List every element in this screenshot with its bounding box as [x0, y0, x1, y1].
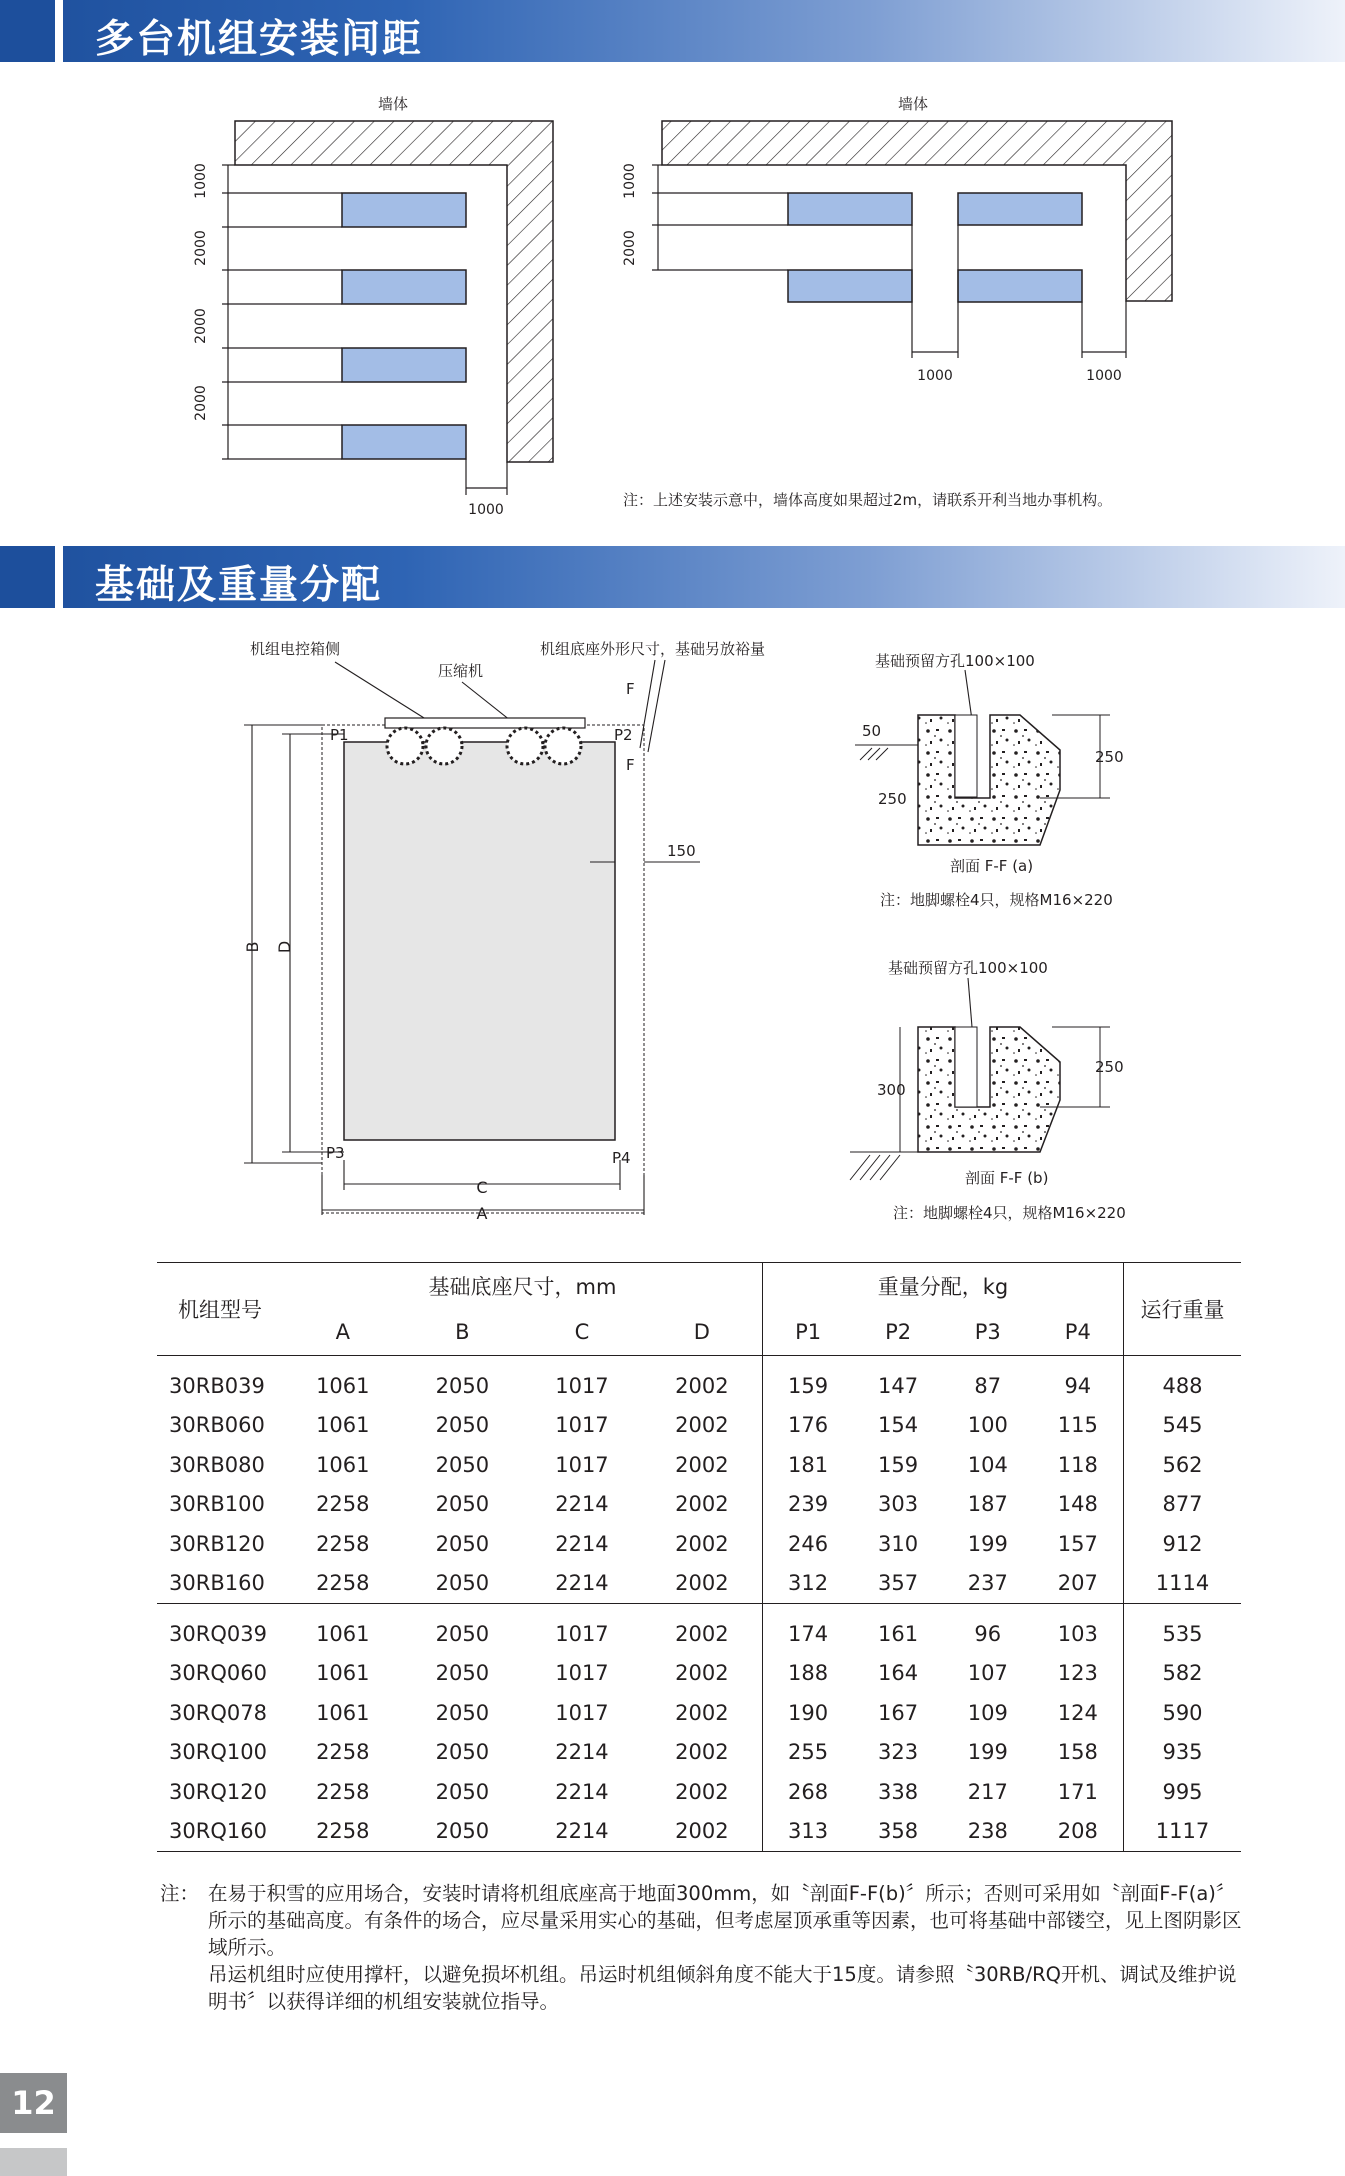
- svg-text:B: B: [243, 941, 262, 953]
- value-cell: 2002: [642, 1445, 763, 1485]
- value-cell: 2258: [316, 1819, 370, 1844]
- svg-text:250: 250: [1095, 1058, 1124, 1076]
- value-cell: 1061: [316, 1661, 370, 1686]
- model-cell: 30RB160: [169, 1571, 265, 1596]
- model-cell: 30RB080: [169, 1452, 265, 1477]
- value-cell: 2214: [555, 1819, 609, 1844]
- spacing-diagrams: [0, 62, 1345, 522]
- spacing-note: 注：上述安装示意中，墙体高度如果超过2m，请联系开利当地办事机构。: [623, 491, 1113, 509]
- svg-text:300: 300: [877, 1081, 906, 1099]
- value-cell: 545: [1124, 1406, 1242, 1446]
- svg-text:F: F: [626, 756, 635, 774]
- col-run-weight: 运行重量: [1124, 1263, 1242, 1356]
- value-cell: 115: [1057, 1413, 1098, 1438]
- page-number: 12: [0, 2073, 67, 2133]
- svg-text:剖面 F-F (b): 剖面 F-F (b): [965, 1169, 1049, 1187]
- svg-text:150: 150: [667, 842, 696, 860]
- value-cell: 2050: [435, 1492, 490, 1517]
- value-cell: 159: [788, 1373, 829, 1398]
- value-cell: 161: [878, 1621, 919, 1646]
- table-row: [157, 1356, 1241, 1406]
- value-cell: 2050: [435, 1531, 490, 1556]
- value-cell: 2002: [642, 1356, 763, 1406]
- value-cell: 188: [788, 1661, 829, 1686]
- value-cell: 167: [878, 1700, 919, 1725]
- value-cell: 2214: [555, 1531, 609, 1556]
- value-cell: 2002: [642, 1485, 763, 1525]
- value-cell: 208: [1057, 1819, 1098, 1844]
- value-cell: 310: [878, 1531, 919, 1556]
- table-row: [157, 1654, 1241, 1694]
- value-cell: 181: [788, 1452, 829, 1477]
- value-cell: 158: [1057, 1740, 1098, 1765]
- section-title-spacing: 多台机组安装间距: [95, 17, 424, 62]
- value-cell: 562: [1124, 1445, 1242, 1485]
- svg-text:2000: 2000: [193, 308, 209, 344]
- svg-text:基础预留方孔100×100: 基础预留方孔100×100: [875, 652, 1035, 670]
- value-cell: 312: [788, 1571, 829, 1596]
- svg-text:F: F: [626, 680, 635, 698]
- svg-text:2000: 2000: [622, 230, 638, 266]
- unit-block: [342, 348, 466, 382]
- model-cell: 30RB120: [169, 1531, 265, 1556]
- value-cell: 2050: [435, 1740, 490, 1765]
- value-cell: 268: [788, 1779, 829, 1804]
- value-cell: 1061: [316, 1373, 370, 1398]
- value-cell: 582: [1124, 1654, 1242, 1694]
- value-cell: 2214: [555, 1571, 609, 1596]
- table-row: [157, 1564, 1241, 1604]
- svg-text:50: 50: [862, 722, 882, 740]
- wall-label-left: 墙体: [377, 95, 409, 113]
- value-cell: 1017: [555, 1373, 609, 1398]
- value-cell: 2002: [642, 1564, 763, 1604]
- table-row: [157, 1693, 1241, 1733]
- table-row: [157, 1485, 1241, 1525]
- unit-blocks-right: [788, 193, 1082, 302]
- table-row: [157, 1733, 1241, 1773]
- value-cell: 1061: [316, 1700, 370, 1725]
- value-cell: 358: [878, 1819, 919, 1844]
- value-cell: 323: [878, 1740, 919, 1765]
- svg-text:C: C: [476, 1178, 488, 1197]
- section-ff-a: [855, 652, 1124, 909]
- value-cell: 199: [967, 1740, 1008, 1765]
- svg-text:1000: 1000: [1086, 368, 1122, 384]
- table-row: [157, 1772, 1241, 1812]
- svg-text:剖面 F-F (a): 剖面 F-F (a): [950, 857, 1034, 875]
- value-cell: 2050: [435, 1373, 490, 1398]
- value-cell: 357: [878, 1571, 919, 1596]
- model-cell: 30RB100: [169, 1492, 265, 1517]
- wall-right: [662, 121, 1172, 301]
- value-cell: 96: [974, 1621, 1002, 1646]
- unit-block: [788, 270, 912, 302]
- svg-text:P1: P1: [330, 726, 349, 744]
- svg-text:机组电控箱侧: 机组电控箱侧: [250, 640, 341, 658]
- value-cell: 123: [1057, 1661, 1098, 1686]
- value-cell: 104: [967, 1452, 1008, 1477]
- group-weight: 重量分配，kg: [877, 1275, 1009, 1299]
- value-cell: 107: [967, 1661, 1008, 1686]
- foundation-diagrams: [0, 620, 1345, 1240]
- value-cell: 2258: [316, 1531, 370, 1556]
- value-cell: 2002: [642, 1733, 763, 1773]
- value-cell: 2050: [435, 1621, 490, 1646]
- model-cell: 30RQ060: [169, 1661, 267, 1686]
- model-cell: 30RB039: [169, 1373, 265, 1398]
- unit-block: [342, 425, 466, 459]
- value-cell: 103: [1057, 1621, 1098, 1646]
- unit-block: [342, 193, 466, 227]
- value-cell: 1017: [555, 1700, 609, 1725]
- value-cell: 190: [788, 1700, 829, 1725]
- table-row: [157, 1406, 1241, 1446]
- value-cell: 171: [1057, 1779, 1098, 1804]
- value-cell: 338: [878, 1779, 919, 1804]
- value-cell: 2050: [435, 1571, 490, 1596]
- value-cell: 1017: [555, 1661, 609, 1686]
- value-cell: 2002: [642, 1406, 763, 1446]
- col-model: 机组型号: [157, 1263, 283, 1356]
- value-cell: 2050: [435, 1700, 490, 1725]
- value-cell: 2258: [316, 1492, 370, 1517]
- value-cell: 176: [788, 1413, 829, 1438]
- svg-text:注：地脚螺栓4只，规格M16×220: 注：地脚螺栓4只，规格M16×220: [893, 1204, 1126, 1222]
- svg-text:基础预留方孔100×100: 基础预留方孔100×100: [888, 959, 1048, 977]
- value-cell: 87: [974, 1373, 1002, 1398]
- svg-text:注：地脚螺栓4只，规格M16×220: 注：地脚螺栓4只，规格M16×220: [880, 891, 1113, 909]
- value-cell: 1017: [555, 1621, 609, 1646]
- value-cell: 2002: [642, 1812, 763, 1852]
- value-cell: 124: [1057, 1700, 1098, 1725]
- value-cell: 255: [788, 1740, 829, 1765]
- svg-text:250: 250: [1095, 748, 1124, 766]
- model-cell: 30RQ120: [169, 1779, 267, 1804]
- svg-text:P3: P3: [326, 1144, 345, 1162]
- value-cell: 2214: [555, 1492, 609, 1517]
- value-cell: 2258: [316, 1779, 370, 1804]
- svg-text:1000: 1000: [917, 368, 953, 384]
- svg-text:2000: 2000: [193, 385, 209, 421]
- section-ff-b: [850, 959, 1126, 1222]
- value-cell: 2050: [435, 1819, 490, 1844]
- unit-block: [958, 193, 1082, 225]
- value-cell: 2002: [642, 1524, 763, 1564]
- model-cell: 30RQ160: [169, 1819, 267, 1844]
- value-cell: 199: [967, 1531, 1008, 1556]
- value-cell: 590: [1124, 1693, 1242, 1733]
- value-cell: 935: [1124, 1733, 1242, 1773]
- value-cell: 2002: [642, 1693, 763, 1733]
- value-cell: 2050: [435, 1413, 490, 1438]
- unit-block: [342, 270, 466, 304]
- value-cell: 187: [967, 1492, 1008, 1517]
- value-cell: 303: [878, 1492, 919, 1517]
- svg-text:P2: P2: [614, 726, 633, 744]
- value-cell: 100: [967, 1413, 1008, 1438]
- group-base: 基础底座尺寸，mm: [283, 1263, 762, 1310]
- model-cell: 30RB060: [169, 1413, 265, 1438]
- value-cell: 2002: [642, 1772, 763, 1812]
- svg-text:1000: 1000: [193, 163, 209, 199]
- unit-block: [788, 193, 912, 225]
- section-header-foundation: [0, 546, 1345, 608]
- value-cell: 1117: [1124, 1812, 1242, 1852]
- value-cell: 2214: [555, 1740, 609, 1765]
- value-cell: 313: [788, 1819, 829, 1844]
- value-cell: 2050: [435, 1452, 490, 1477]
- svg-text:压缩机: 压缩机: [438, 662, 484, 680]
- value-cell: 164: [878, 1661, 919, 1686]
- table-row: [157, 1445, 1241, 1485]
- value-cell: 2214: [555, 1779, 609, 1804]
- value-cell: 535: [1124, 1604, 1242, 1654]
- model-cell: 30RQ078: [169, 1700, 267, 1725]
- svg-text:1000: 1000: [468, 502, 504, 518]
- value-cell: 118: [1057, 1452, 1098, 1477]
- value-cell: 157: [1057, 1531, 1098, 1556]
- value-cell: 94: [1064, 1373, 1092, 1398]
- value-cell: 237: [967, 1571, 1008, 1596]
- svg-text:D: D: [275, 940, 294, 954]
- value-cell: 488: [1124, 1356, 1242, 1406]
- value-cell: 2050: [435, 1779, 490, 1804]
- svg-text:250: 250: [878, 790, 907, 808]
- model-cell: 30RQ039: [169, 1621, 267, 1646]
- wall-label-right: 墙体: [897, 95, 929, 113]
- value-cell: 174: [788, 1621, 829, 1646]
- svg-text:P4: P4: [612, 1149, 631, 1167]
- weight-table: 机组型号 基础底座尺寸，mm 重量分配，kg 运行重量 A B C D P1 P2 P3 P4 30RB039 1061 2050 1017 2002 159 147 87 94 488 30RB060 1061 2050 1017 2002 176 154 100 115 545 30RB080 1061 2050 1017 2002 181 159 104 118 562 30RB100 2258 2050 2214 2002 239 303 187 148 877 30RB120 2258 2050 2214 2002 246 310 199 157 912 30RB160 2258 2050 2214 2002 312 357 237 207 1114 30RQ039 1061 2050 1017 2002 174 161 96 103 535 30RQ060 1061 2050 1017 2002 188 164 107 123 582 30RQ078 1061 2050 1017 2002 190 167 109 124 590 30RQ100 2258 2050 2214 2002 255 323 199 158 935 30RQ120 2258 2050 2214 2002 268 338 217 171 995 30RQ160 2258 2050 2214 2002 313 358 238 208 1117: [157, 1262, 1241, 1852]
- table-row: [157, 1524, 1241, 1564]
- value-cell: 207: [1057, 1571, 1098, 1596]
- value-cell: 109: [967, 1700, 1008, 1725]
- svg-text:1000: 1000: [622, 163, 638, 199]
- value-cell: 912: [1124, 1524, 1242, 1564]
- value-cell: 148: [1057, 1492, 1098, 1517]
- value-cell: 154: [878, 1413, 919, 1438]
- unit-block: [958, 270, 1082, 302]
- unit-body: [344, 742, 615, 1140]
- value-cell: 2050: [435, 1661, 490, 1686]
- value-cell: 1061: [316, 1621, 370, 1646]
- section-header-spacing: [0, 0, 1345, 62]
- value-cell: 1061: [316, 1413, 370, 1438]
- value-cell: 995: [1124, 1772, 1242, 1812]
- value-cell: 2002: [642, 1604, 763, 1654]
- svg-text:机组底座外形尺寸，基础另放裕量: 机组底座外形尺寸，基础另放裕量: [540, 640, 766, 658]
- value-cell: 238: [967, 1819, 1008, 1844]
- value-cell: 2258: [316, 1571, 370, 1596]
- value-cell: 246: [788, 1531, 829, 1556]
- value-cell: 147: [878, 1373, 919, 1398]
- value-cell: 2002: [642, 1654, 763, 1694]
- model-cell: 30RQ100: [169, 1740, 267, 1765]
- value-cell: 1061: [316, 1452, 370, 1477]
- value-cell: 2258: [316, 1740, 370, 1765]
- value-cell: 239: [788, 1492, 829, 1517]
- notes: 注： 在易于积雪的应用场合，安装时请将机组底座高于地面300mm，如〝剖面F-F(b)〞所示；否则可采用如〝剖面F-F(a)〞所示的基础高度。有条件的场合，应尽量采用实心的基础，但考虑屋顶承重等因素，也可将基础中部镂空，见上图阴影区域所示。 吊运机组时应使用撑杆，以避免损坏机组。吊运时机组倾斜角度不能大于15度。请参照〝30RB/RQ开机、调试及维护说明书〞以获得详细的机组安装就位指导。: [160, 1882, 1242, 2013]
- table-row: [157, 1812, 1241, 1852]
- section-title-foundation: 基础及重量分配: [95, 563, 383, 608]
- value-cell: 877: [1124, 1485, 1242, 1525]
- value-cell: 1017: [555, 1413, 609, 1438]
- svg-text:2000: 2000: [193, 230, 209, 266]
- value-cell: 159: [878, 1452, 919, 1477]
- value-cell: 1017: [555, 1452, 609, 1477]
- value-cell: 217: [967, 1779, 1008, 1804]
- svg-text:A: A: [476, 1204, 488, 1223]
- unit-blocks-left: [342, 193, 466, 459]
- value-cell: 1114: [1124, 1564, 1242, 1604]
- table-row: [157, 1604, 1241, 1654]
